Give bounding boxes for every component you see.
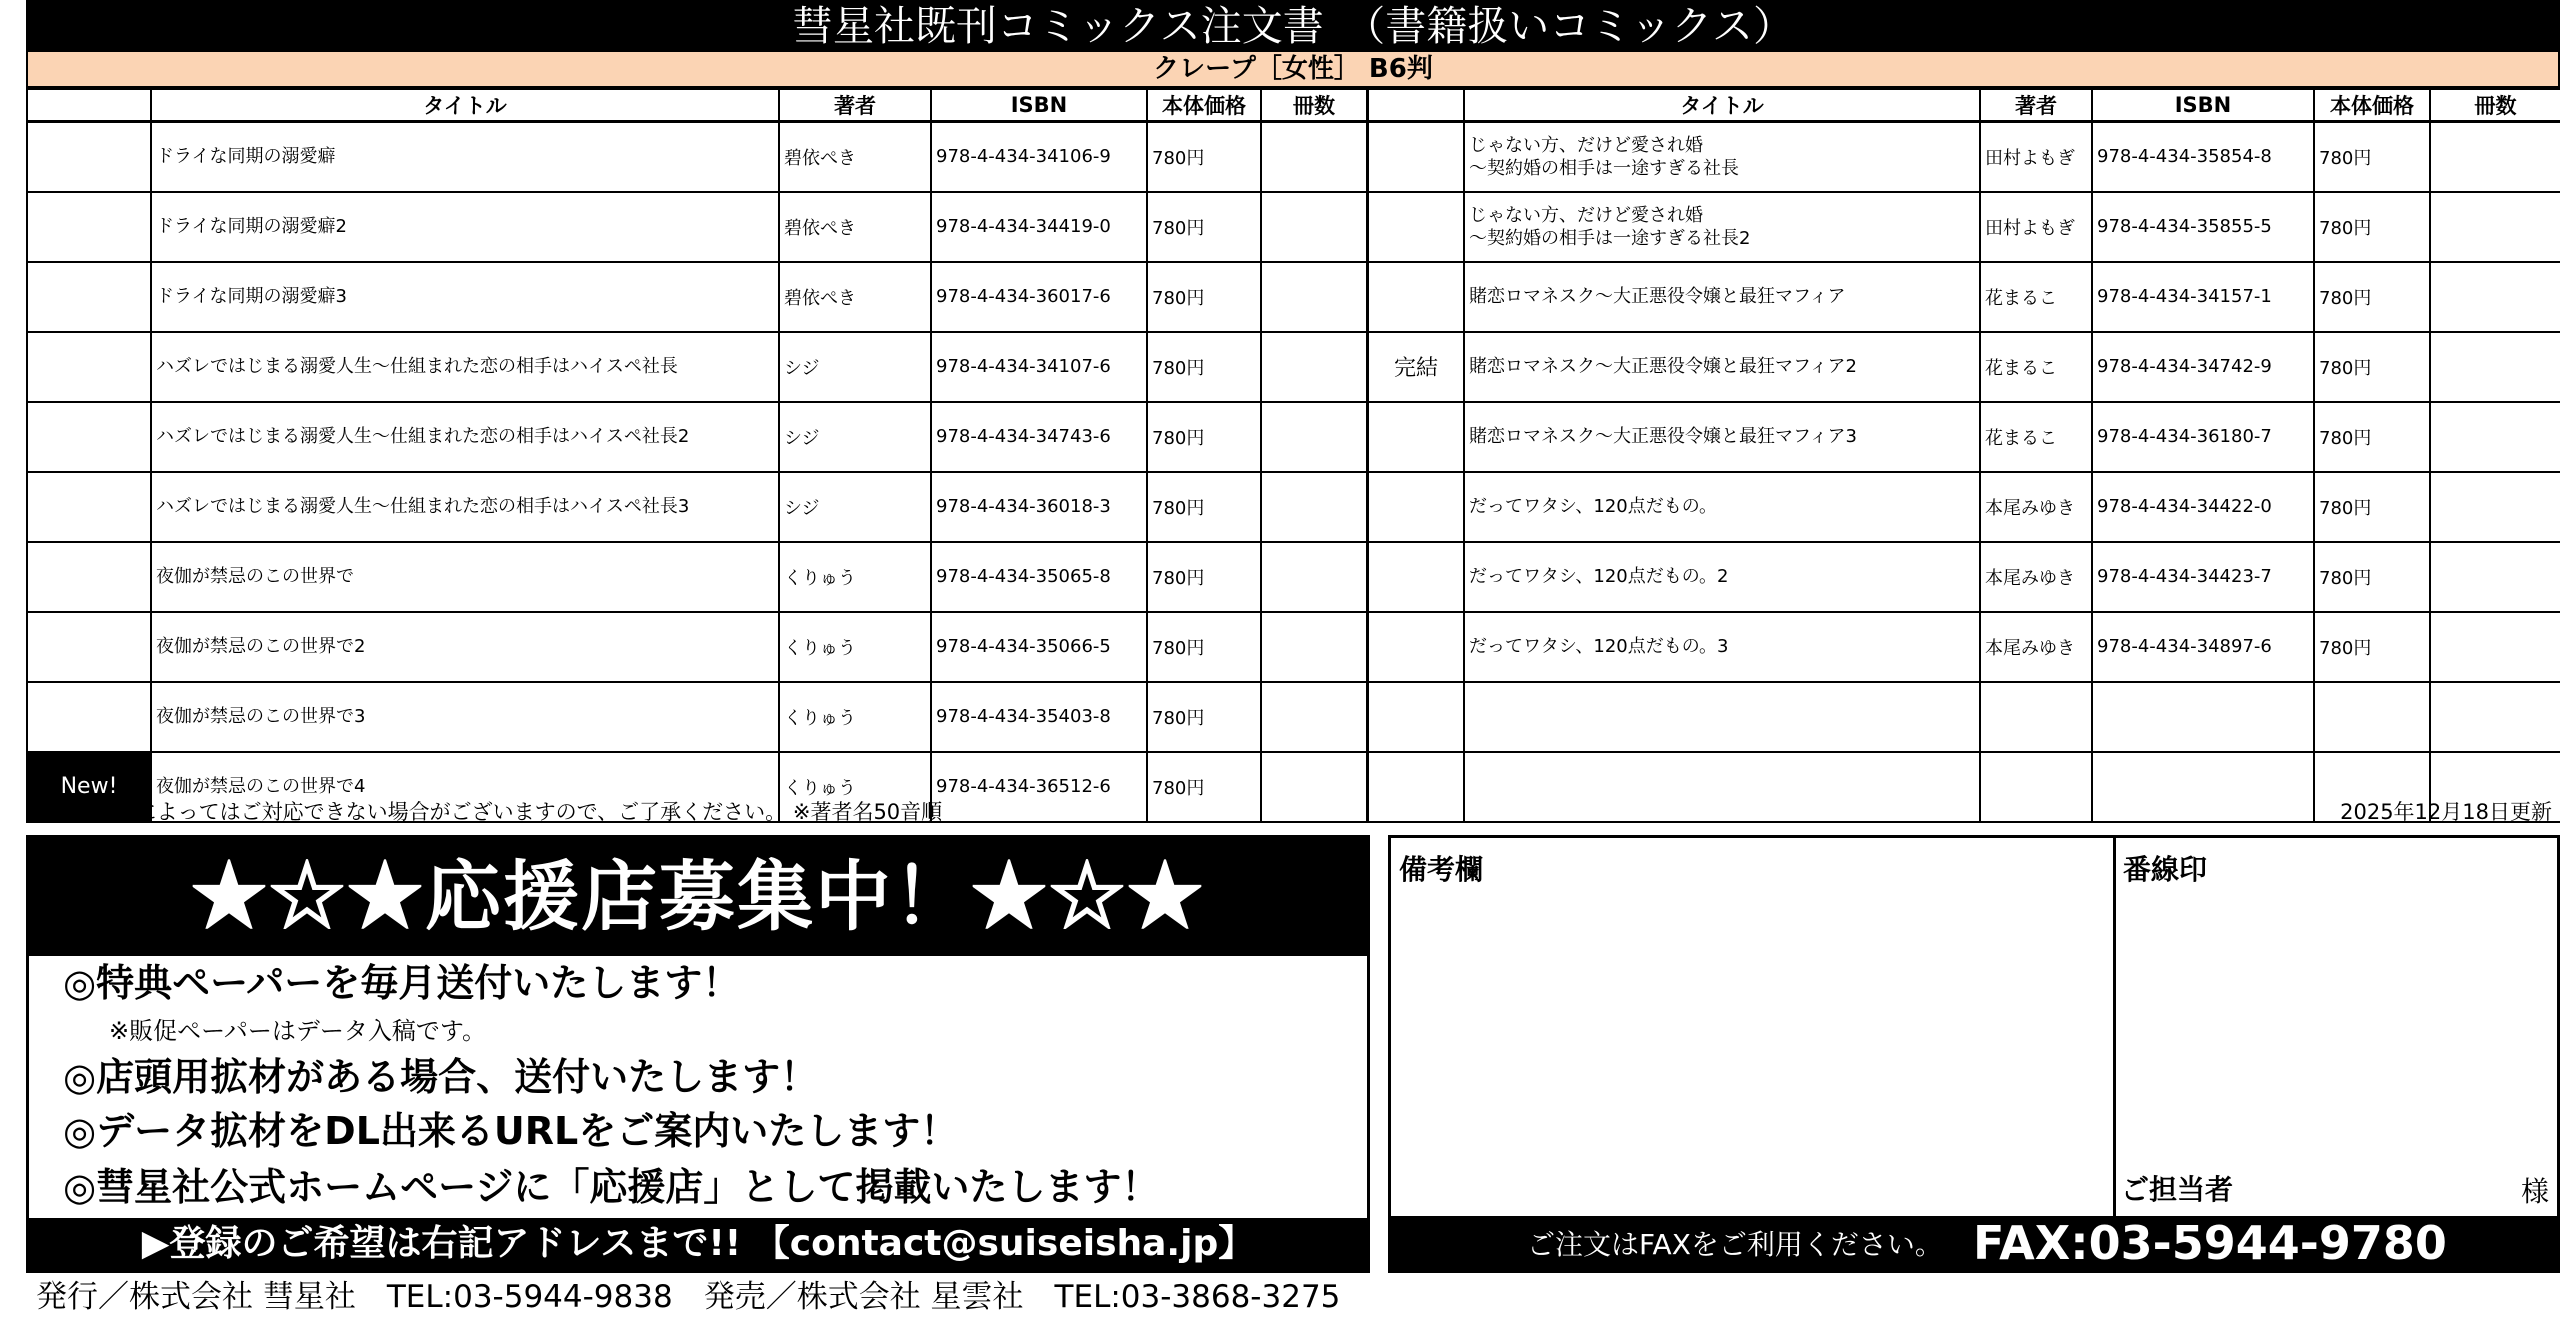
promo-benefit-1: ◎特典ペーパーを毎月送付いたします！ (63, 961, 741, 1005)
book-price: 780円 (1147, 402, 1261, 472)
book-title: 賭恋ロマネスク～大正悪役令嬢と最狂マフィア3 (1464, 402, 1980, 472)
book-author (1980, 682, 2092, 752)
column-header-price: 本体価格 (2314, 89, 2430, 122)
quantity-cell[interactable] (1261, 402, 1367, 472)
row-badge (1368, 122, 1464, 192)
book-isbn: 978-4-434-36017-6 (931, 262, 1147, 332)
promo-benefit-4: ◎彗星社公式ホームページに「応援店」として掲載いたします！ (63, 1165, 1160, 1209)
column-header-title: タイトル (1464, 89, 1980, 122)
column-header-quantity: 冊数 (2430, 89, 2560, 122)
quantity-cell[interactable] (2430, 192, 2560, 262)
book-isbn: 978-4-434-35066-5 (931, 612, 1147, 682)
table-row (1368, 122, 2560, 192)
book-isbn: 978-4-434-34743-6 (931, 402, 1147, 472)
fax-number: FAX:03-5944-9780 (1973, 1216, 2447, 1270)
column-header-title: タイトル (151, 89, 779, 122)
quantity-cell[interactable] (1261, 472, 1367, 542)
book-isbn: 978-4-434-36180-7 (2092, 402, 2314, 472)
row-badge (1368, 262, 1464, 332)
column-header-badge (1368, 89, 1464, 122)
promo-benefit-3: ◎データ拡材をDL出来るURLをご案内いたします！ (63, 1109, 959, 1153)
book-title: ドライな同期の溺愛癖2 (151, 192, 779, 262)
book-isbn (2092, 752, 2314, 822)
book-price: 780円 (2314, 332, 2430, 402)
row-badge: New! (27, 752, 151, 822)
row-badge (1368, 402, 1464, 472)
quantity-cell[interactable] (2430, 262, 2560, 332)
quantity-cell[interactable] (2430, 472, 2560, 542)
book-price: 780円 (1147, 472, 1261, 542)
book-price: 780円 (2314, 472, 2430, 542)
remarks-panel (1388, 835, 2560, 1273)
row-badge (27, 332, 151, 402)
quantity-cell[interactable] (2430, 682, 2560, 752)
row-badge (27, 542, 151, 612)
table-row (27, 192, 1367, 262)
book-isbn (2092, 682, 2314, 752)
fax-bar (1391, 1216, 2557, 1270)
publisher-info: 発行／株式会社 彗星社 TEL:03-5944-9838 発売／株式会社 星雲社 TEL:03-3868-3275 (36, 1279, 1341, 1315)
book-author: 碧依ぺき (779, 122, 931, 192)
book-isbn: 978-4-434-36512-6 (931, 752, 1147, 822)
book-author: くりゅう (779, 612, 931, 682)
row-badge (27, 262, 151, 332)
fax-note: ご注文はFAXをご利用ください。 (1527, 1228, 1943, 1261)
table-row (27, 122, 1367, 192)
row-badge (1368, 752, 1464, 822)
book-title: だってワタシ、120点だもの。2 (1464, 542, 1980, 612)
row-badge (1368, 612, 1464, 682)
quantity-cell[interactable] (2430, 332, 2560, 402)
book-isbn: 978-4-434-34422-0 (2092, 472, 2314, 542)
book-title (1464, 752, 1980, 822)
book-title: 賭恋ロマネスク～大正悪役令嬢と最狂マフィア (1464, 262, 1980, 332)
column-header-author: 著者 (779, 89, 931, 122)
book-isbn: 978-4-434-34106-9 (931, 122, 1147, 192)
table-row (27, 612, 1367, 682)
book-author: シジ (779, 402, 931, 472)
book-price: 780円 (1147, 192, 1261, 262)
table-row (1368, 542, 2560, 612)
quantity-cell[interactable] (2430, 122, 2560, 192)
book-price: 780円 (2314, 122, 2430, 192)
row-badge (1368, 682, 1464, 752)
book-price: 780円 (1147, 262, 1261, 332)
row-badge: 完結 (1368, 332, 1464, 402)
book-title: ドライな同期の溺愛癖 (151, 122, 779, 192)
updated-date: 2025年12月18日更新 (2340, 800, 2552, 824)
promo-panel (26, 835, 1370, 1273)
book-title: ハズレではじまる溺愛人生～仕組まれた恋の相手はハイスペ社長 (151, 332, 779, 402)
book-author: 碧依ぺき (779, 262, 931, 332)
page-title: 彗星社既刊コミックス注文書 （書籍扱いコミックス） (26, 0, 2560, 50)
row-badge (27, 682, 151, 752)
column-header-price: 本体価格 (1147, 89, 1261, 122)
table-header-row (27, 89, 1367, 122)
book-title: ドライな同期の溺愛癖3 (151, 262, 779, 332)
book-isbn: 978-4-434-34107-6 (931, 332, 1147, 402)
book-price: 780円 (1147, 752, 1261, 822)
book-price: 780円 (2314, 262, 2430, 332)
row-badge (1368, 542, 1464, 612)
book-author: くりゅう (779, 682, 931, 752)
book-title (1464, 682, 1980, 752)
table-row (1368, 262, 2560, 332)
remarks-label: 備考欄 (1399, 853, 1484, 886)
order-table-right (1367, 88, 2560, 823)
table-row (27, 542, 1367, 612)
row-badge (27, 122, 151, 192)
row-badge (27, 192, 151, 262)
book-price: 780円 (2314, 542, 2430, 612)
quantity-cell[interactable] (2430, 542, 2560, 612)
stock-notice: ※在庫状況によってはご対応できない場合がございますので、ご了承ください。 ※著者名50音順 (34, 800, 943, 824)
book-price: 780円 (1147, 682, 1261, 752)
quantity-cell[interactable] (1261, 682, 1367, 752)
table-row (27, 262, 1367, 332)
table-row (27, 682, 1367, 752)
table-row (27, 472, 1367, 542)
book-author: 碧依ぺき (779, 192, 931, 262)
book-title: 夜伽が禁忌のこの世界で4 (151, 752, 779, 822)
quantity-cell[interactable] (1261, 612, 1367, 682)
book-author: くりゅう (779, 542, 931, 612)
book-price: 780円 (2314, 192, 2430, 262)
quantity-cell[interactable] (1261, 122, 1367, 192)
table-header-row (1368, 89, 2560, 122)
promo-contact-line: ▶登録のご希望は右記アドレスまで!! 【contact@suiseisha.jp】 (29, 1218, 1367, 1270)
book-title: ハズレではじまる溺愛人生～仕組まれた恋の相手はハイスペ社長2 (151, 402, 779, 472)
book-title: 夜伽が禁忌のこの世界で (151, 542, 779, 612)
quantity-cell[interactable] (1261, 262, 1367, 332)
book-title: 夜伽が禁忌のこの世界で3 (151, 682, 779, 752)
column-header-author: 著者 (1980, 89, 2092, 122)
book-title: ハズレではじまる溺愛人生～仕組まれた恋の相手はハイスペ社長3 (151, 472, 779, 542)
book-isbn: 978-4-434-34742-9 (2092, 332, 2314, 402)
book-price: 780円 (1147, 542, 1261, 612)
column-header-isbn: ISBN (931, 89, 1147, 122)
book-author: シジ (779, 332, 931, 402)
row-badge (1368, 472, 1464, 542)
book-isbn: 978-4-434-35854-8 (2092, 122, 2314, 192)
promo-heading: ★☆★応援店募集中！★☆★ (29, 838, 1367, 956)
book-title: だってワタシ、120点だもの。 (1464, 472, 1980, 542)
book-author: 花まるこ (1980, 332, 2092, 402)
table-row (1368, 682, 2560, 752)
book-price: 780円 (1147, 332, 1261, 402)
book-price: 780円 (1147, 122, 1261, 192)
column-header-isbn: ISBN (2092, 89, 2314, 122)
book-price (2314, 682, 2430, 752)
table-row (1368, 612, 2560, 682)
table-row (1368, 332, 2560, 402)
book-title: だってワタシ、120点だもの。3 (1464, 612, 1980, 682)
book-author: 花まるこ (1980, 262, 2092, 332)
book-isbn: 978-4-434-35065-8 (931, 542, 1147, 612)
stamp-label: 番線印 (2123, 853, 2208, 886)
book-isbn: 978-4-434-35403-8 (931, 682, 1147, 752)
table-row (1368, 192, 2560, 262)
book-author: 本尾みゆき (1980, 472, 2092, 542)
book-title: 夜伽が禁忌のこの世界で2 (151, 612, 779, 682)
order-table-left (26, 88, 1368, 823)
row-badge (27, 612, 151, 682)
column-header-quantity: 冊数 (1261, 89, 1367, 122)
category-label: クレープ［女性］ B6判 (26, 50, 2560, 88)
promo-benefit-2: ◎店頭用拡材がある場合、送付いたします！ (63, 1055, 819, 1099)
quantity-cell[interactable] (2430, 612, 2560, 682)
book-author: シジ (779, 472, 931, 542)
book-isbn: 978-4-434-34423-7 (2092, 542, 2314, 612)
book-author: 田村よもぎ (1980, 122, 2092, 192)
book-author: 田村よもぎ (1980, 192, 2092, 262)
table-row (27, 332, 1367, 402)
promo-benefit-1-note: ※販促ペーパーはデータ入稿です。 (109, 1017, 486, 1045)
row-badge (1368, 192, 1464, 262)
book-author: 本尾みゆき (1980, 542, 2092, 612)
quantity-cell[interactable] (1261, 542, 1367, 612)
honorific-label: 様 (2520, 1175, 2549, 1208)
book-isbn: 978-4-434-34157-1 (2092, 262, 2314, 332)
book-author: 花まるこ (1980, 402, 2092, 472)
book-author: くりゅう (779, 752, 931, 822)
quantity-cell[interactable] (2430, 402, 2560, 472)
table-row (27, 402, 1367, 472)
quantity-cell[interactable] (1261, 192, 1367, 262)
book-price: 780円 (1147, 612, 1261, 682)
row-badge (27, 472, 151, 542)
table-row (1368, 472, 2560, 542)
row-badge (27, 402, 151, 472)
book-author: 本尾みゆき (1980, 612, 2092, 682)
book-price: 780円 (2314, 612, 2430, 682)
book-title: じゃない方、だけど愛され婚 ～契約婚の相手は一途すぎる社長 (1464, 122, 1980, 192)
book-isbn: 978-4-434-35855-5 (2092, 192, 2314, 262)
book-isbn: 978-4-434-34419-0 (931, 192, 1147, 262)
book-isbn: 978-4-434-36018-3 (931, 472, 1147, 542)
book-isbn: 978-4-434-34897-6 (2092, 612, 2314, 682)
book-title: じゃない方、だけど愛され婚 ～契約婚の相手は一途すぎる社長2 (1464, 192, 1980, 262)
quantity-cell[interactable] (1261, 752, 1367, 822)
book-price: 780円 (2314, 402, 2430, 472)
quantity-cell[interactable] (1261, 332, 1367, 402)
contact-person-label: ご担当者 (2121, 1173, 2234, 1206)
book-title: 賭恋ロマネスク～大正悪役令嬢と最狂マフィア2 (1464, 332, 1980, 402)
column-header-badge (27, 89, 151, 122)
remarks-divider (2113, 838, 2116, 1216)
table-row (1368, 402, 2560, 472)
book-author (1980, 752, 2092, 822)
